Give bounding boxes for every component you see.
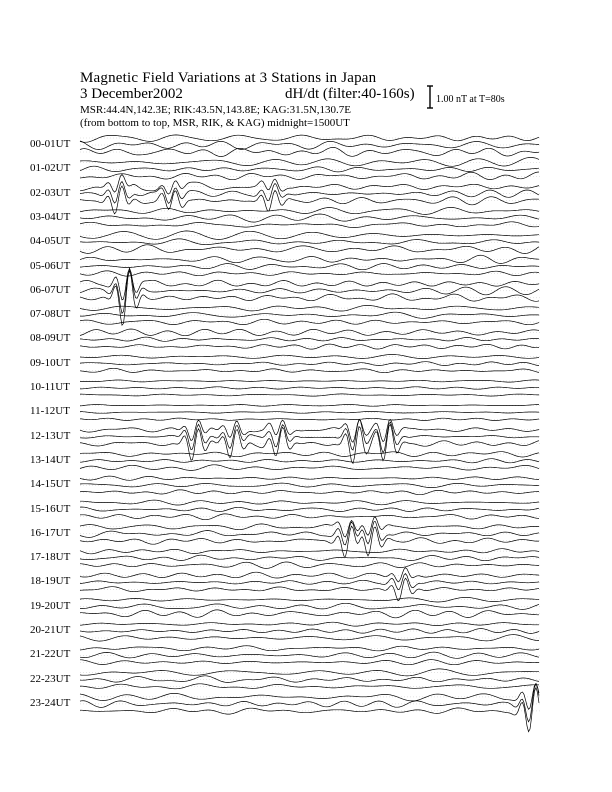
row-label: 20-21UT <box>30 624 71 636</box>
row-label: 19-20UT <box>30 599 71 612</box>
row-label: 18-19UT <box>30 575 71 588</box>
trace-kag <box>80 175 539 195</box>
trace-rik <box>80 166 539 172</box>
row-label: 01-02UT <box>30 162 71 175</box>
scale-label: 1.00 nT at T=80s <box>436 94 505 105</box>
row-label: 07-08UT <box>30 308 71 321</box>
row-label: 14-15UT <box>30 478 71 491</box>
trace-msr <box>80 394 539 396</box>
row-label: 08-09UT <box>30 332 71 345</box>
trace-msr <box>80 514 539 520</box>
row-label: 16-17UT <box>30 526 71 539</box>
trace-msr <box>80 344 539 349</box>
trace-rik <box>80 141 539 150</box>
order-note: (from bottom to top, MSR, RIK, & KAG) midnight=1500UT <box>80 117 350 129</box>
trace-msr <box>80 186 539 214</box>
trace-kag <box>80 405 539 407</box>
trace-group <box>80 135 540 732</box>
filter-label: dH/dt (filter:40-160s) <box>285 86 415 102</box>
row-label: 17-18UT <box>30 551 71 564</box>
trace-rik <box>80 411 539 413</box>
scale-bar <box>427 86 433 108</box>
trace-msr <box>80 526 539 556</box>
row-label: 09-10UT <box>30 356 71 369</box>
trace-msr <box>80 368 539 372</box>
row-label: 11-12UT <box>30 405 70 418</box>
trace-kag <box>80 157 539 166</box>
trace-kag <box>80 452 539 457</box>
trace-kag <box>80 269 539 300</box>
trace-kag <box>80 231 539 240</box>
trace-msr <box>80 635 539 642</box>
row-label: 10-11UT <box>30 381 70 393</box>
row-label: 02-03UT <box>30 186 71 199</box>
row-label: 04-05UT <box>30 235 71 248</box>
trace-rik <box>80 214 539 222</box>
chart-title: Magnetic Field Variations at 3 Stations in Japan <box>80 70 377 86</box>
stations-label: MSR:44.4N,142.3E; RIK:43.5N,143.8E; KAG:31.5N,130.7E <box>80 104 352 116</box>
row-label: 00-01UT <box>30 138 71 150</box>
trace-kag <box>80 255 539 263</box>
trace-kag <box>80 419 539 442</box>
trace-rik <box>80 684 539 722</box>
row-label: 05-06UT <box>30 259 71 272</box>
row-label: 23-24UT <box>30 696 71 709</box>
row-label: 06-07UT <box>30 283 71 296</box>
row-label: 21-22UT <box>30 648 71 661</box>
row-label: 13-14UT <box>30 453 71 466</box>
trace-msr <box>80 684 539 689</box>
trace-rik <box>80 239 539 245</box>
trace-msr <box>80 172 539 180</box>
row-label: 03-04UT <box>30 210 71 223</box>
trace-rik <box>80 676 539 683</box>
trace-kag <box>80 135 539 142</box>
trace-msr <box>80 465 539 471</box>
trace-rik <box>80 420 539 453</box>
trace-msr <box>80 688 539 732</box>
row-label: 15-16UT <box>30 502 71 515</box>
row-label: 22-23UT <box>30 672 71 685</box>
trace-kag <box>80 622 539 626</box>
date-label: 3 December2002 <box>80 86 183 102</box>
trace-kag <box>80 568 539 582</box>
trace-rik <box>80 603 539 609</box>
row-label: 12-13UT <box>30 429 71 442</box>
